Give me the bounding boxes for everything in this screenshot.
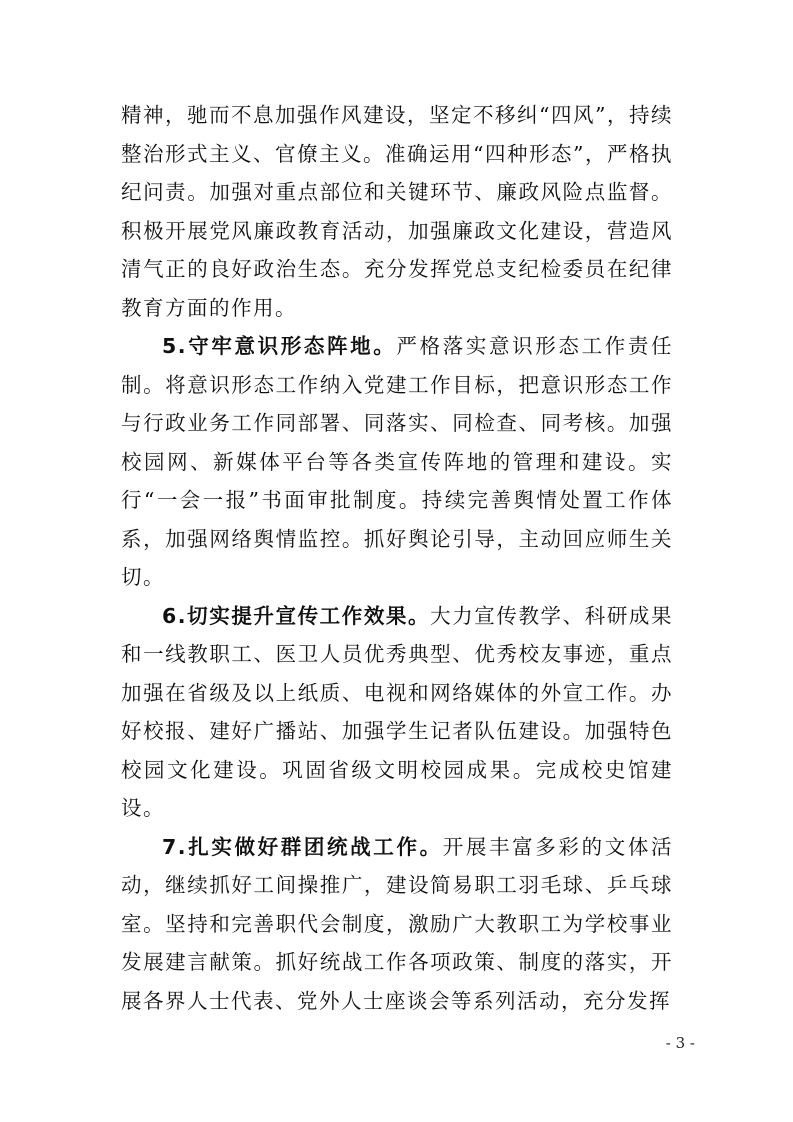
page-number: - 3 - bbox=[665, 1034, 695, 1052]
paragraph-united-front bbox=[121, 828, 673, 1021]
paragraph-publicity bbox=[121, 597, 673, 828]
paragraph-text: 精神，驰而不息加强作风建设，坚定不移纠“四风”，持续整治形式主义、官僚主义。准确运用“四种形态”，严格执纪问责。加强对重点部位和关键环节、廉政风险点监督。积极开展党风廉政教育活动，加强廉政文化建设，营造风清气正的良好政治生态。充分发挥党总支纪检委员在纪律教育方面的作用。 bbox=[121, 103, 673, 320]
section-heading-7: 7.扎实做好群团统战工作。 bbox=[162, 834, 443, 859]
paragraph-ideology bbox=[121, 327, 673, 597]
section-heading-6: 6.切实提升宣传工作效果。 bbox=[162, 603, 431, 628]
paragraph-discipline bbox=[121, 96, 673, 327]
paragraph-text: 大力宣传教学、科研成果和一线教职工、医卫人员优秀典型、优秀校友事迹，重点加强在省级及以上纸质、电视和网络媒体的外宣工作。办好校报、建好广播站、加强学生记者队伍建设。加强特色校园文化建设。巩固省级文明校园成果。完成校史馆建设。 bbox=[121, 603, 673, 820]
paragraph-text: 严格落实意识形态工作责任制。将意识形态工作纳入党建工作目标，把意识形态工作与行政业务工作同部署、同落实、同检查、同考核。加强校园网、新媒体平台等各类宣传阵地的管理和建设。实行“一会一报”书面审批制度。持续完善舆情处置工作体系，加强网络舆情监控。抓好舆论引导，主动回应师生关切。 bbox=[121, 334, 673, 589]
section-heading-5: 5.守牢意识形态阵地。 bbox=[162, 334, 397, 358]
document-body bbox=[121, 96, 673, 1020]
paragraph-text: 开展丰富多彩的文体活动，继续抓好工间操推广，建设简易职工羽毛球、乒乓球室。坚持和完善职代会制度，激励广大教职工为学校事业发展建言献策。抓好统战工作各项政策、制度的落实，开展各界人士代表、党外人士座谈会等系列活动，充分发挥 bbox=[121, 834, 673, 1013]
